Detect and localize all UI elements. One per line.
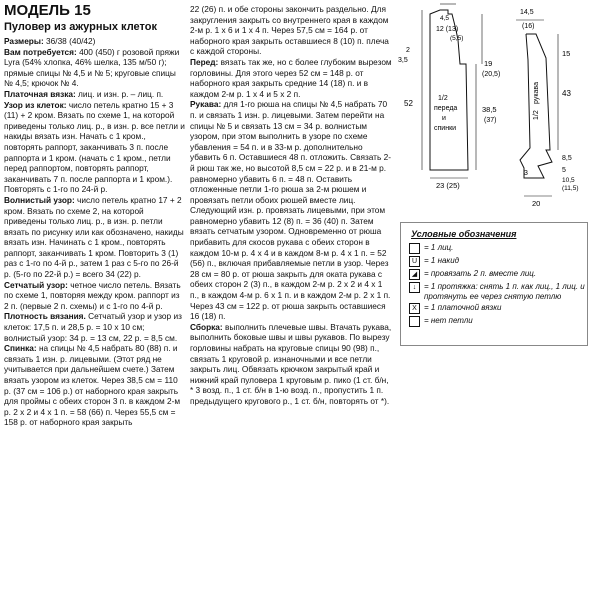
model-subtitle: Пуловер из ажурных клеток bbox=[4, 21, 157, 33]
paragraph: Узор из клеток: число петель кратно 15 + 3 (11) + 2 кром. Вязать по схеме 1, на которой приведены только лиц. р., в изн. р. все петли и накиды вязать изн. Начать с 1 кром., повторять раппорт, заканчивать 3 п. после раппорта и 1 кром. (начать с 1 кром., петли перед раппортом, повторять раппорт, заканчивать 7 п. после раппорта и 1 кром.). Повторять с 1-го по 24-й р. bbox=[4, 99, 185, 195]
legend-title: Условные обозначения bbox=[411, 229, 517, 239]
paragraph: Сетчатый узор: четное число петель. Вязать по схеме 1, повторяя между кром. раппорт из 2 п. (первые 2 п. схемы) и с 1-го по 4-й р. bbox=[4, 279, 181, 311]
sleeve-b1: 3 bbox=[524, 170, 528, 177]
model-title: МОДЕЛЬ 15 bbox=[4, 2, 91, 19]
paragraph: Спинка: на спицы № 4,5 набрать 80 (88) п. и связать 1 изн. р. лицевыми. (Этот ряд не учитывается при дальнейшем счете.) Затем вязать узором из клеток. Через 38,5 см = 110 р. (37 см = 106 р.) от наборного края закрыть для проймы с обеих сторон 3 п. в каждом 2-м р. 2 х 2 и 4 х 1 п. = 58 (66) п. Через 55,5 см = 158 р. от наборного края закрыть bbox=[4, 343, 181, 428]
sleeve-label: рукава bbox=[533, 82, 540, 104]
dim-top-width: 12 (13) bbox=[436, 26, 459, 33]
piece-label: 1/2 bbox=[438, 95, 448, 102]
piece-label: и bbox=[442, 115, 446, 122]
dim-right-h1: 38,5 bbox=[482, 105, 497, 114]
dim-left-top1: 2 bbox=[406, 47, 410, 54]
dim-mid-right2: (20,5) bbox=[482, 71, 501, 78]
sleeve-label: 1/2 bbox=[533, 110, 540, 120]
paragraph: Плотность вязания. Сетчатый узор и узор из клеток: 17,5 п. и 28,5 р. = 10 х 10 см; волнистый узор: 34 р. = 13 см, 22 р. = 8,5 см. bbox=[4, 311, 182, 343]
sleeve-cap: 15 bbox=[562, 49, 571, 58]
paragraph: Размеры: 36/38 (40/42) bbox=[4, 36, 96, 46]
dim-right-h2: (37) bbox=[484, 117, 497, 124]
legend-item: ◢ = провязать 2 п. вместе лиц. bbox=[409, 269, 587, 280]
paragraph: 22 (26) п. и обе стороны закончить раздельно. Для закругления закрыть со внутреннего края в каждом 2-м р. 1 х 6 и 1 х 4 п. Через 57,5 см = 164 р. от наборного края закрыть оставшиеся 8 (10) п. плеча с каждой стороны. bbox=[190, 4, 389, 57]
paragraph: Сборка: выполнить плечевые швы. Втачать рукава, выполнить боковые швы и швы рукавов. По вырезу горловины набрать на круговые спицы 90 (98) п., связать 1 круговой р. изнаночными и все петли закрыть лиц. Обвязать крючком закрытый край и нижний край пуловера 1 круговым р. пико (1 ст. б/н, * 3 возд. п., 1 ст. б/н в 1-ю возд. п., пропустить 1 п. предыдущего кругового р., 1 ст. б/н, повторять от *). bbox=[190, 321, 392, 406]
paragraph: Рукава: для 1-го рюша на спицы № 4,5 набрать 70 п. и связать 1 изн. р. лицевыми. Затем перейти на спицы № 5 и связать 13 см = 34 р. волнистым узором, при этом выполнить в узоре по схеме убавления = 54 п. и в 33-м р. дополнительно убавить 6 п. Оставшиеся 48 п. отложить. Связать 2-й рюш так же, но высотой 8,5 см = 22 р. и в 21-м р. равномерно убавить 6 п. = 48 п. Оставить отложенные петли 1-го рюша за 2-м рюшем и провязать петли обоих рюшей вместе лиц. Следующий изн. р. провязать лицевыми, при этом равномерно убавить 12 (8) п. = 36 (40) п. Затем вязать сетчатым узором. Одновременно от рюша прибавить для скосов рукава с обеих сторон в каждом 10-м р. 4 х 4 и в каждом 8-м р. 4 х 1 п. = 52 (56) п., включая прибавляемые петли в узор. Через 28 см = 80 р. от рюша закрыть для оката рукава с обеих сторон 2 (3) п., в каждом 2-м р. 2 х 2 и 4 х 1 п., в каждом 4-м р. 6 х 1 п. и в каждом 2-м р. 2 х 1 п. Через 43 см = 122 р. от рюша закрыть оставшиеся 16 (18) п. bbox=[190, 99, 391, 322]
pattern-schematic bbox=[396, 0, 586, 230]
piece-label: спинки bbox=[434, 125, 457, 132]
dim-neck-v: (5,5) bbox=[450, 35, 464, 42]
legend-item: = нет петли bbox=[409, 316, 587, 327]
dim-neck-small: 4,5 bbox=[440, 15, 450, 22]
sleeve-b2: 10,5 bbox=[562, 177, 575, 184]
paragraph: Вам потребуется: 400 (450) г розовой пряжи Lyra (54% хлопка, 46% шелка, 135 м/50 г); прямые спицы № 4,5 и № 5; круговые спицы № 4,5; крючок № 4. bbox=[4, 46, 180, 89]
text-column-left bbox=[4, 0, 186, 428]
sleeve-bottom: 20 bbox=[532, 199, 541, 208]
dim-width: 23 (25) bbox=[436, 181, 460, 190]
paragraph: Волнистый узор: число петель кратно 17 + 2 кром. Вязать по схеме 2, на которой приведены только лиц. р., в изн. р. петли вязать по рисунку или как обозначено, накиды вязать изн. Начинать с 1 кром., повторять раппорт, заканчивать 1 кром. Повторить 3 (1) раз с 1-го по 4-й р., затем 1 раз с 5-го по 26-й р. (5-го по 22-й р.) = всего 34 (22) р. bbox=[4, 194, 184, 280]
k2tog-icon: ◢ bbox=[409, 269, 420, 280]
text-column-middle bbox=[190, 4, 392, 407]
knit-symbol-icon bbox=[409, 243, 420, 254]
legend-item: U = 1 накид bbox=[409, 256, 587, 267]
paragraph: Перед: вязать так же, но с более глубоким вырезом горловины. Для этого через 52 см = 148 р. от наборного края закрыть средние 14 (18) п. и в каждом 2-м р. 1 х 4 и 5 х 2 п. bbox=[190, 56, 392, 99]
sleeve-r2: 5 bbox=[562, 167, 566, 174]
symbol-legend bbox=[400, 222, 588, 346]
paragraph: Платочная вязка: лиц. и изн. р. – лиц. п. bbox=[4, 88, 164, 99]
legend-item: = 1 лиц. bbox=[409, 243, 587, 254]
dim-mid-right1: 19 bbox=[484, 59, 493, 68]
legend-item: ↓ = 1 протяжка: снять 1 п. как лиц., 1 лиц. и протянуть ее через снятую петлю bbox=[409, 282, 587, 301]
sleeve-outline bbox=[520, 34, 552, 178]
sleeve-b3: (11,5) bbox=[562, 185, 579, 192]
dim-height: 52 bbox=[404, 99, 413, 108]
no-stitch-icon bbox=[409, 316, 420, 327]
sleeve-top1: 14,5 bbox=[520, 9, 534, 16]
yarn-over-icon: U bbox=[409, 256, 420, 267]
body-outline bbox=[430, 10, 468, 170]
piece-label: переда bbox=[434, 105, 458, 112]
garter-icon: X bbox=[409, 303, 420, 314]
sleeve-height: 43 bbox=[562, 89, 571, 98]
sleeve-r1: 8,5 bbox=[562, 155, 572, 162]
ssk-icon: ↓ bbox=[409, 282, 420, 293]
sleeve-top2: (16) bbox=[522, 23, 535, 30]
legend-item: X = 1 платочной вязки bbox=[409, 303, 587, 314]
dim-left-top2: 3,5 bbox=[398, 57, 408, 64]
